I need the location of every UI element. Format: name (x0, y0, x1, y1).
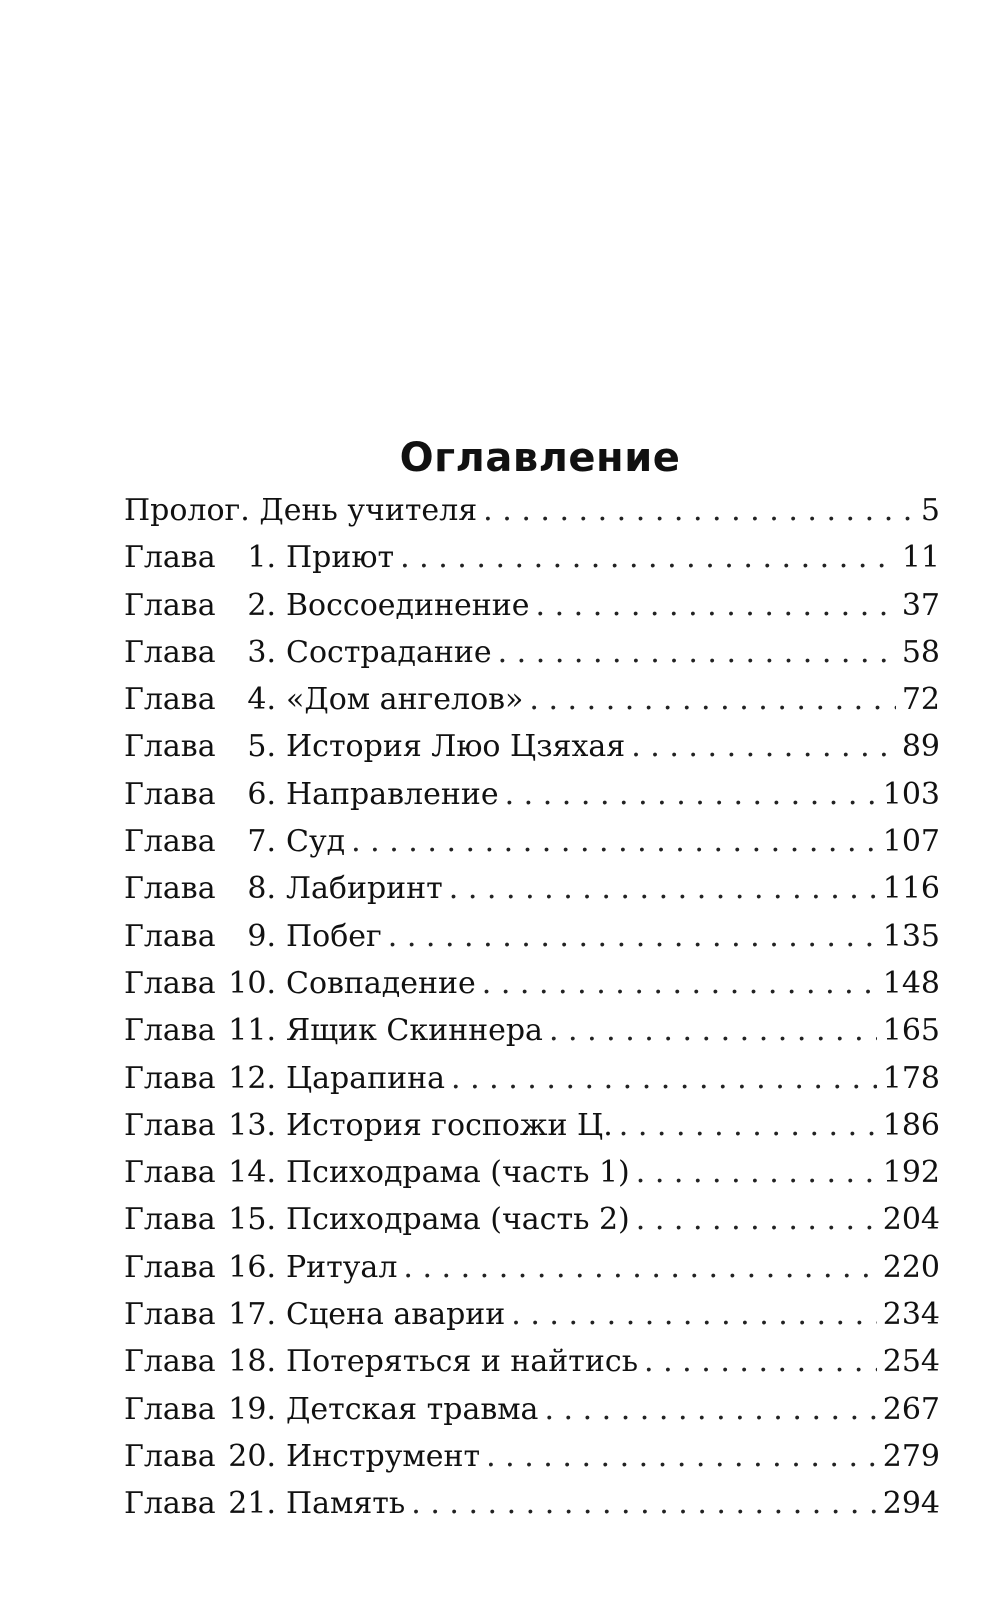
toc-row-chapter[interactable] (124, 913, 940, 960)
toc-row-chapter[interactable] (124, 629, 940, 676)
chapter-number: 12. (228, 1060, 276, 1096)
page-number: 116 (882, 871, 940, 907)
dot-leader (636, 1196, 877, 1243)
chapter-number: 7. (247, 824, 276, 860)
page-number: 204 (882, 1202, 940, 1238)
chapter-number: 17. (228, 1297, 276, 1333)
toc-row-chapter[interactable] (124, 818, 940, 865)
toc-row-chapter[interactable] (124, 676, 940, 723)
chapter-number: 11. (228, 1013, 276, 1049)
chapter-number: 2. (247, 587, 276, 623)
chapter-number: 14. (228, 1155, 276, 1191)
chapter-number: 20. (228, 1438, 276, 1474)
chapter-word: Глава (124, 1391, 216, 1427)
chapter-number: 5. (247, 729, 276, 765)
dot-leader (449, 865, 877, 912)
chapter-title: Ритуал (286, 1249, 398, 1285)
toc-row-prologue[interactable] (124, 487, 940, 534)
toc-row-chapter[interactable] (124, 960, 940, 1007)
toc-row-chapter[interactable] (124, 1007, 940, 1054)
dot-leader (451, 1055, 877, 1102)
chapter-number: 13. (228, 1107, 276, 1143)
chapter-word: Глава (124, 1060, 216, 1096)
chapter-word: Глава (124, 824, 216, 860)
page-number: 37 (901, 587, 940, 623)
dot-leader (388, 913, 877, 960)
chapter-word: Глава (124, 682, 216, 718)
chapter-title: Ящик Скиннера (286, 1013, 543, 1049)
chapter-number: 15. (228, 1202, 276, 1238)
toc-row-chapter[interactable] (124, 865, 940, 912)
page-number: 254 (882, 1344, 940, 1380)
chapter-title: Воссоединение (286, 587, 530, 623)
prologue-title: Пролог. День учителя (124, 493, 478, 528)
page-number: 5 (920, 493, 940, 528)
dot-leader (403, 1244, 876, 1291)
page-number: 220 (882, 1249, 940, 1285)
chapter-title: Память (286, 1486, 406, 1522)
chapter-title: Побег (286, 918, 382, 954)
chapter-number: 1. (247, 540, 276, 576)
dot-leader (511, 1291, 876, 1338)
chapter-number: 6. (247, 776, 276, 812)
dot-leader (351, 818, 877, 865)
page-number: 178 (882, 1060, 940, 1096)
chapter-title: Суд (286, 824, 346, 860)
dot-leader (411, 1480, 876, 1527)
chapter-word: Глава (124, 1297, 216, 1333)
page-number: 186 (882, 1107, 940, 1143)
page-number: 135 (882, 918, 940, 954)
chapter-word: Глава (124, 871, 216, 907)
toc-row-chapter[interactable] (124, 1338, 940, 1385)
toc-row-chapter[interactable] (124, 1196, 940, 1243)
chapter-number: 16. (228, 1249, 276, 1285)
toc-row-chapter[interactable] (124, 1102, 940, 1149)
page-number: 11 (901, 540, 940, 576)
chapter-number: 18. (228, 1344, 276, 1380)
chapter-word: Глава (124, 965, 216, 1001)
chapter-number: 19. (228, 1391, 276, 1427)
page-title: Оглавление (399, 434, 681, 481)
chapter-word: Глава (124, 1486, 216, 1522)
dot-leader (631, 723, 896, 770)
chapter-word: Глава (124, 1249, 216, 1285)
page-number: 72 (901, 682, 940, 718)
toc-row-chapter[interactable] (124, 1244, 940, 1291)
dot-leader (486, 1433, 877, 1480)
chapter-title: Сострадание (286, 634, 492, 670)
chapter-word: Глава (124, 1438, 216, 1474)
chapter-title: Царапина (286, 1060, 446, 1096)
page-number: 279 (882, 1438, 940, 1474)
toc-row-chapter[interactable] (124, 1291, 940, 1338)
dot-leader (529, 676, 895, 723)
toc-row-chapter[interactable] (124, 1480, 940, 1527)
chapter-number: 10. (228, 965, 276, 1001)
toc-row-chapter[interactable] (124, 1055, 940, 1102)
toc-row-chapter[interactable] (124, 1149, 940, 1196)
chapter-word: Глава (124, 587, 216, 623)
chapter-word: Глава (124, 918, 216, 954)
dot-leader (619, 1102, 877, 1149)
chapter-title: История Люо Цзяхая (286, 729, 626, 765)
chapter-number: 8. (247, 871, 276, 907)
chapter-title: Направление (286, 776, 499, 812)
chapter-word: Глава (124, 776, 216, 812)
chapter-title: «Дом ангелов» (286, 682, 524, 718)
dot-leader (400, 534, 896, 581)
dot-leader (505, 771, 877, 818)
chapter-title: Детская травма (286, 1391, 539, 1427)
table-of-contents (124, 487, 940, 1528)
chapter-title: Сцена аварии (286, 1297, 506, 1333)
toc-row-chapter[interactable] (124, 534, 940, 581)
chapter-title: Приют (286, 540, 395, 576)
chapter-word: Глава (124, 729, 216, 765)
chapter-title: Инструмент (286, 1438, 481, 1474)
page-number: 148 (882, 965, 940, 1001)
dot-leader (482, 960, 877, 1007)
chapter-title: Психодрама (часть 2) (286, 1202, 630, 1238)
page-number: 89 (901, 729, 940, 765)
page-number: 103 (882, 776, 940, 812)
dot-leader (636, 1149, 877, 1196)
chapter-word: Глава (124, 540, 216, 576)
chapter-word: Глава (124, 1107, 216, 1143)
page-number: 294 (882, 1486, 940, 1522)
chapter-number: 3. (247, 634, 276, 670)
chapter-number: 9. (247, 918, 276, 954)
chapter-word: Глава (124, 1155, 216, 1191)
chapter-title: Потеряться и найтись (286, 1344, 639, 1380)
chapter-number: 4. (247, 682, 276, 718)
toc-row-chapter[interactable] (124, 1386, 940, 1433)
chapter-number: 21. (228, 1486, 276, 1522)
dot-leader (549, 1007, 877, 1054)
chapter-title: История госпожи Ц. (286, 1107, 613, 1143)
toc-row-chapter[interactable] (124, 723, 940, 770)
chapter-title: Психодрама (часть 1) (286, 1155, 630, 1191)
toc-row-chapter[interactable] (124, 771, 940, 818)
page-number: 107 (882, 824, 940, 860)
page-number: 58 (901, 634, 940, 670)
page-number: 192 (882, 1155, 940, 1191)
toc-row-chapter[interactable] (124, 582, 940, 629)
dot-leader (483, 487, 914, 534)
dot-leader (544, 1386, 876, 1433)
page-number: 234 (882, 1297, 940, 1333)
dot-leader (644, 1338, 877, 1385)
page-number: 165 (882, 1013, 940, 1049)
dot-leader (498, 629, 896, 676)
chapter-word: Глава (124, 1344, 216, 1380)
toc-row-chapter[interactable] (124, 1433, 940, 1480)
chapter-word: Глава (124, 1202, 216, 1238)
chapter-title: Совпадение (286, 965, 476, 1001)
chapter-word: Глава (124, 1013, 216, 1049)
chapter-title: Лабиринт (286, 871, 443, 907)
dot-leader (536, 582, 896, 629)
page-number: 267 (882, 1391, 940, 1427)
chapter-word: Глава (124, 634, 216, 670)
